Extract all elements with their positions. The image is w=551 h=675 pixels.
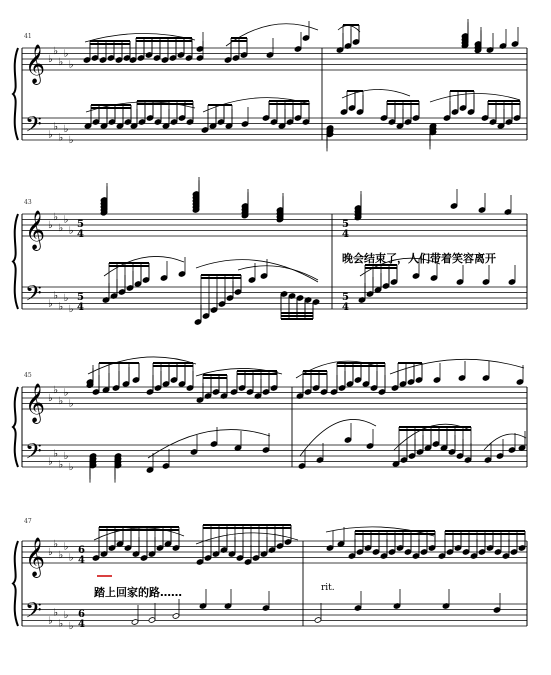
- slur: [226, 24, 318, 46]
- system-brace: [13, 387, 18, 467]
- time-signature-top: 5: [77, 219, 84, 230]
- flat-sign: ♭: [53, 448, 58, 460]
- flat-sign: ♭: [63, 610, 69, 621]
- bass-clef: 𝄢: [25, 112, 42, 143]
- bass-clef: 𝄢: [25, 598, 42, 629]
- flat-sign: ♭: [68, 59, 74, 71]
- flat-sign: ♭: [53, 384, 58, 396]
- tempo-direction: rit.: [321, 583, 335, 593]
- slur: [148, 430, 270, 458]
- system-brace: [13, 541, 18, 626]
- flat-sign: ♭: [68, 552, 74, 564]
- flat-sign: ♭: [68, 135, 74, 146]
- time-signature-bottom: 4: [342, 229, 349, 240]
- flat-sign: ♭: [63, 293, 69, 304]
- treble-clef: 𝄞: [25, 44, 46, 84]
- time-signature-bottom: 4: [342, 302, 349, 313]
- flat-sign: ♭: [58, 56, 64, 68]
- flat-sign: ♭: [63, 124, 69, 135]
- treble-clef: 𝄞: [25, 210, 46, 250]
- flat-sign: ♭: [53, 121, 58, 133]
- flat-sign: ♭: [58, 301, 64, 313]
- time-signature-bottom: 4: [78, 619, 85, 630]
- measure-number: 47: [24, 518, 32, 525]
- time-signature-top: 5: [342, 219, 349, 230]
- expression-text: 晚会结束了，人们带着笑容离开: [342, 252, 496, 265]
- measure-number: 45: [24, 372, 32, 379]
- bass-clef: 𝄢: [25, 439, 42, 470]
- flat-sign: ♭: [48, 547, 53, 558]
- flat-sign: ♭: [48, 393, 53, 404]
- flat-sign: ♭: [48, 615, 53, 627]
- flat-sign: ♭: [58, 132, 64, 144]
- flat-sign: ♭: [58, 395, 64, 407]
- slur: [394, 424, 470, 450]
- slur: [338, 25, 360, 32]
- measure-number: 41: [24, 33, 32, 40]
- flat-sign: ♭: [53, 211, 58, 223]
- system-brace: [13, 214, 18, 309]
- flat-sign: ♭: [53, 45, 58, 57]
- flat-sign: ♭: [68, 462, 74, 473]
- flat-sign: ♭: [58, 549, 64, 561]
- time-signature-bottom: 4: [78, 555, 85, 566]
- flat-sign: ♭: [63, 387, 69, 399]
- measure-number: 43: [24, 199, 32, 206]
- system-brace: [13, 48, 18, 140]
- flat-sign: ♭: [63, 541, 69, 553]
- flat-sign: ♭: [58, 618, 64, 630]
- slur: [390, 359, 524, 374]
- time-signature-bottom: 4: [77, 229, 84, 240]
- flat-sign: ♭: [48, 129, 53, 141]
- treble-clef: 𝄞: [25, 383, 46, 423]
- time-signature-bottom: 4: [77, 302, 84, 313]
- slur: [238, 266, 318, 280]
- flat-sign: ♭: [68, 621, 74, 632]
- flat-sign: ♭: [58, 459, 64, 471]
- time-signature-top: 5: [77, 292, 84, 303]
- flat-sign: ♭: [68, 225, 74, 237]
- flat-sign: ♭: [63, 214, 69, 226]
- time-signature-top: 6: [78, 609, 85, 620]
- flat-sign: ♭: [48, 220, 53, 231]
- time-signature-top: 6: [78, 545, 85, 556]
- treble-clef: 𝄞: [25, 537, 46, 577]
- flat-sign: ♭: [48, 54, 53, 65]
- flat-sign: ♭: [53, 290, 58, 302]
- expression-text: 踏上回家的路……: [94, 586, 182, 599]
- flat-sign: ♭: [48, 298, 53, 310]
- flat-sign: ♭: [48, 456, 53, 468]
- bass-clef: 𝄢: [25, 281, 42, 312]
- flat-sign: ♭: [58, 222, 64, 234]
- flat-sign: ♭: [68, 304, 74, 315]
- flat-sign: ♭: [63, 451, 69, 462]
- flat-sign: ♭: [53, 607, 58, 619]
- flat-sign: ♭: [68, 398, 74, 410]
- time-signature-top: 5: [342, 292, 349, 303]
- flat-sign: ♭: [63, 48, 69, 60]
- flat-sign: ♭: [53, 538, 58, 550]
